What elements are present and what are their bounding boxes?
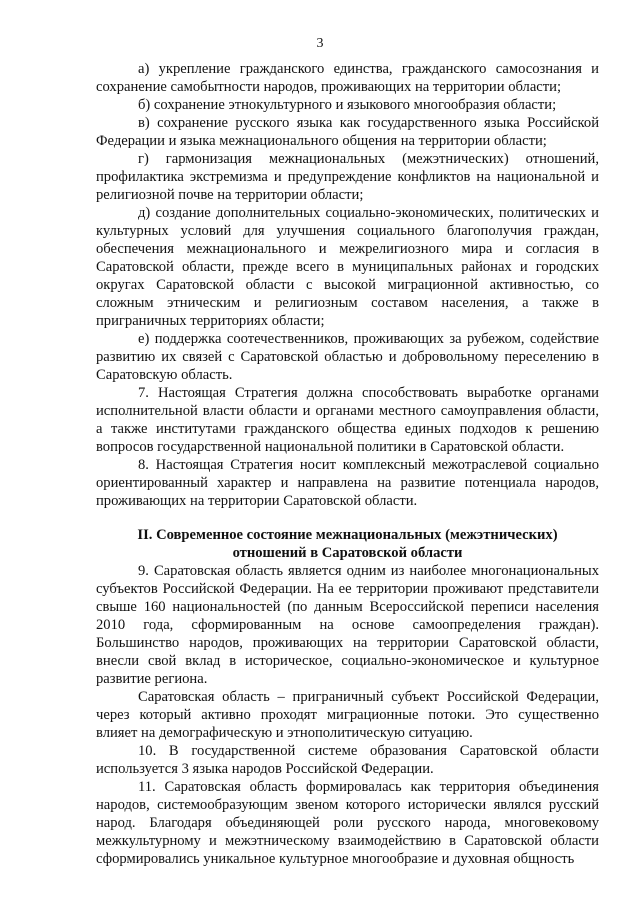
paragraph-item-d: д) создание дополнительных социально-экономических, политических и культурных условий для улучшения социального благополучия граждан, обеспечения межнационального и межрелигиозного мира и согласия в Саратовской области, прежде всего в муниципальных районах и городских округах Саратовской области с высокой миграционной активностью, со сложным этническим и религиозным составом населения, а также в приграничных территориях области; <box>96 205 599 329</box>
paragraph-8: 8. Настоящая Стратегия носит комплексный межотраслевой социально ориентированный характер и направлена на развитие потенциала народов, проживающих на территории Саратовской области. <box>96 457 599 509</box>
section-heading-line-1: II. Современное состояние межнациональных (межэтнических) <box>137 527 558 543</box>
paragraph-item-g: г) гармонизация межнациональных (межэтнических) отношений, профилактика экстремизма и предупреждение конфликтов на национальной и религиозной почве на территории области; <box>96 151 599 203</box>
paragraph-10: 10. В государственной системе образования Саратовской области используется 3 языка народов Российской Федерации. <box>96 743 599 777</box>
paragraph-7: 7. Настоящая Стратегия должна способствовать выработке органами исполнительной власти области и органами местного самоуправления области, а также институтами гражданского общества единых подходов к решению вопросов государственной национальной политики в Саратовской области. <box>96 385 599 455</box>
page-number: 3 <box>316 36 324 51</box>
paragraph-item-b: б) сохранение этнокультурного и языкового многообразия области; <box>138 97 557 113</box>
paragraph-border-region: Саратовская область – приграничный субъект Российской Федерации, через который активно проходят миграционные потоки. Это существенно влияет на демографическую и этнополитическую ситуацию. <box>96 689 599 741</box>
paragraph-9: 9. Саратовская область является одним из наиболее многонациональных субъектов Российской Федерации. На ее территории проживают представители свыше 160 национальностей (по данным Всероссийской переписи населения 2010 года, сформированным на основе самоопределения граждан). Большинство народов, проживающих на территории Саратовской области, внесли свой вклад в историческое, социально-экономическое и культурное развитие региона. <box>96 563 599 687</box>
paragraph-item-v: в) сохранение русского языка как государственного языка Российской Федерации и языка межнационального общения на территории области; <box>96 115 599 149</box>
section-heading <box>96 526 599 562</box>
document-body <box>96 60 599 868</box>
paragraph-11: 11. Саратовская область формировалась как территория объединения народов, системообразующим звеном которого исторически являлся русский народ. Благодаря объединяющей роли русского народа, многовековому межкультурному и межэтническому взаимодействию в Саратовской области сформировались уникальное культурное многообразие и духовная общность <box>96 779 599 867</box>
paragraph-item-a: а) укрепление гражданского единства, гражданского самосознания и сохранение самобытности народов, проживающих на территории области; <box>96 61 599 95</box>
paragraph-item-e: е) поддержка соотечественников, проживающих за рубежом, содействие развитию их связей с Саратовской областью и добровольному переселению в Саратовскую область. <box>96 331 599 383</box>
section-heading-line-2: отношений в Саратовской области <box>232 545 463 561</box>
